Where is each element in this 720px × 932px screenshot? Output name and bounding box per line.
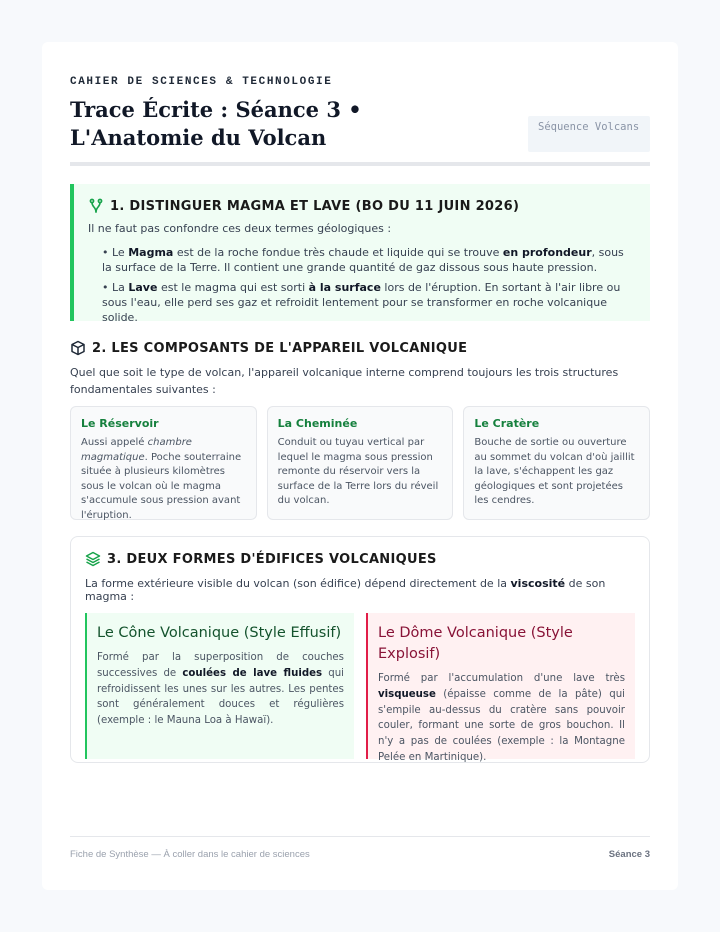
- footer-session: Séance 3: [608, 849, 650, 860]
- card-reservoir: [70, 406, 257, 520]
- text-fragment: La forme extérieure visible du volcan (son édifice) dépend directement de la: [85, 577, 511, 590]
- text-fragment: de son magma :: [85, 577, 606, 603]
- sequence-badge: Séquence Volcans: [528, 116, 650, 152]
- card-title: Le Réservoir: [81, 417, 159, 430]
- section-magma-lave: [70, 184, 650, 324]
- section3-heading: 3. DEUX FORMES D'ÉDIFICES VOLCANIQUES: [107, 551, 437, 567]
- volcano-forms: [85, 613, 635, 763]
- text-fragment: (épaisse comme de la pâte) qui s'empile au-dessus du cratère sans pouvoir couler, formant une sorte de gros bouchon. Il n'y a pas de coulées (exemple : la Montagne Pelée en Martinique).: [378, 688, 625, 763]
- text-fragment: est le magma qui est sorti: [157, 281, 309, 294]
- card-text: [81, 436, 246, 523]
- card-cratere: [463, 406, 650, 520]
- text-fragment: Formé par la superposition de couches successives de: [97, 652, 344, 679]
- text-fragment: lors de l'éruption. En sortant à l'air libre ou sous l'eau, elle perd ses gaz et refroidit lentement pour se transformer en roche volcanique solide.: [102, 281, 621, 324]
- form-text: [378, 671, 625, 766]
- definition-list: [88, 245, 636, 325]
- card-title: Le Cratère: [474, 417, 540, 430]
- card-text: Conduit ou tuyau vertical par lequel le magma sous pression remonte du réservoir vers la surface de la Terre lors du réveil du volcan.: [277, 437, 439, 506]
- emphasis: viscosité: [510, 577, 566, 590]
- card-title: La Cheminée: [277, 417, 358, 430]
- section-composants: [70, 340, 650, 520]
- form-title: Le Cône Volcanique (Style Effusif): [97, 625, 342, 641]
- text-fragment: Le: [112, 246, 129, 259]
- text-fragment: qui refroidissent les unes sur les autres. Les pentes sont généralement douces et régulières (exemple : le Mauna Loa à Hawaï).: [97, 667, 345, 727]
- text-fragment: , sous la surface de la Terre. Il contient une grande quantité de gaz dissous sous haute pression.: [102, 246, 624, 274]
- form-title: Le Dôme Volcanique (Style Explosif): [378, 625, 573, 662]
- italic-term: chambre magmatique: [81, 437, 192, 463]
- document-page: [42, 42, 678, 890]
- footer-note: Fiche de Synthèse — À coller dans le cahier de sciences: [70, 849, 310, 860]
- text-fragment: Aussi appelé: [81, 437, 148, 448]
- list-item-magma: • Le Magma est de la roche fondue très chaude et liquide qui se trouve en profondeur, sous la surface de la Terre. Il contient une grande quantité de gaz dissous sous haute pression.: [102, 246, 624, 274]
- emphasis: à la surface: [308, 281, 381, 294]
- component-cards: [70, 406, 650, 520]
- card-text: Bouche de sortie ou ouverture au sommet du volcan d'où jaillit la lave, s'échappent les gaz géologiques et sont projetées les cendres.: [474, 437, 635, 506]
- page-title: Trace Écrite : Séance 3 • L'Anatomie du Volcan: [70, 97, 362, 150]
- card-cheminee: [267, 406, 454, 520]
- emphasis: coulées de lave fluides: [182, 667, 323, 679]
- term-lave: Lave: [128, 281, 158, 294]
- section3-intro: [85, 577, 635, 603]
- section-edifices: [70, 536, 650, 763]
- term-magma: Magma: [128, 246, 174, 259]
- list-item-lave: • La Lave est le magma qui est sorti à la surface lors de l'éruption. En sortant à l'air libre ou sous l'eau, elle perd ses gaz et refroidit lentement pour se transformer en roche volcanique solide.: [102, 281, 621, 324]
- section1-intro: Il ne faut pas confondre ces deux termes géologiques :: [88, 222, 392, 235]
- footer: [70, 836, 650, 870]
- kicker: CAHIER DE SCIENCES & TECHNOLOGIE: [70, 76, 333, 88]
- section1-heading: 1. DISTINGUER MAGMA ET LAVE (BO DU 11 JUIN 2026): [110, 198, 520, 214]
- branch-icon: [88, 198, 104, 214]
- text-fragment: Formé par l'accumulation d'une lave très: [378, 673, 625, 684]
- text-fragment: est de la roche fondue très chaude et liquide qui se trouve: [173, 246, 503, 259]
- section2-intro: Quel que soit le type de volcan, l'appareil volcanique interne comprend toujours les trois structures fondamentales suivantes :: [70, 366, 619, 396]
- header: [70, 76, 650, 166]
- form-explosif: [366, 613, 635, 763]
- section2-heading: 2. LES COMPOSANTS DE L'APPAREIL VOLCANIQUE: [92, 340, 468, 356]
- layers-icon: [85, 551, 101, 567]
- emphasis: en profondeur: [502, 246, 592, 259]
- text-fragment: La: [112, 281, 129, 294]
- text-fragment: . Poche souterraine située à plusieurs kilomètres sous le volcan où le magma s'accumule sous pression avant l'éruption.: [81, 451, 242, 521]
- form-text: [97, 650, 344, 729]
- cube-icon: [70, 340, 86, 356]
- emphasis: visqueuse: [378, 688, 436, 700]
- form-effusif: [85, 613, 354, 759]
